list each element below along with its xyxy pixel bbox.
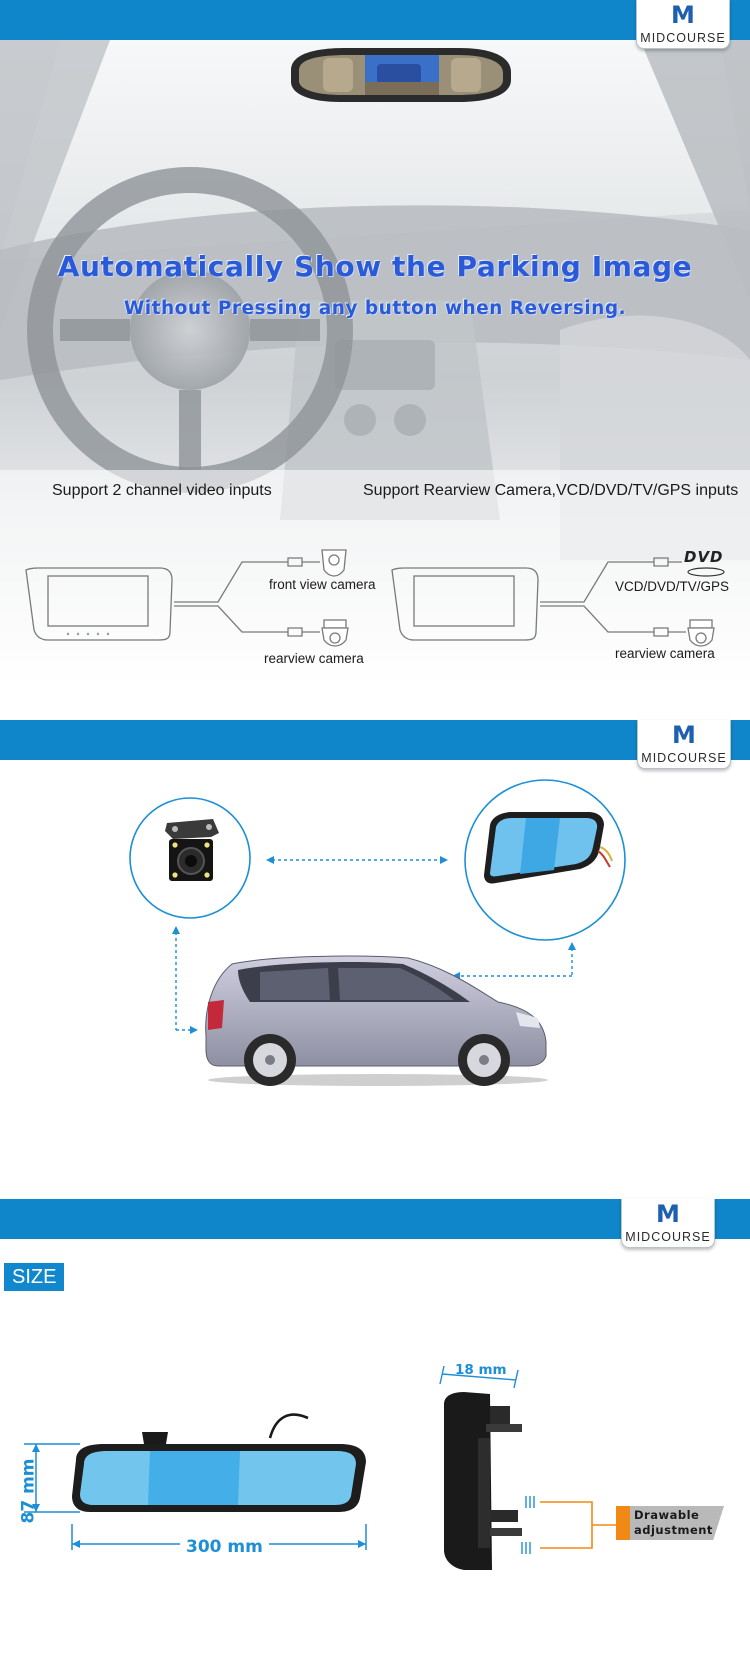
rear-camera-label-right: rearview camera [615,646,715,661]
subheadline: Without Pressing any button when Reversing. [123,298,627,319]
width-dimension: 300 mm [180,1537,269,1557]
brand-logo-bottom [621,1199,715,1248]
brand-logo-middle [637,720,731,769]
camera-icon [322,550,346,576]
camera-icon [688,620,714,646]
logo-text: MIDCOURSE [641,751,727,765]
right-inputs-title: Support Rearview Camera,VCD/DVD/TV/GPS inputs [363,482,739,499]
headline: Automatically Show the Parking Image [57,250,693,283]
logo-m-icon: M [672,721,696,749]
brand-logo-top [636,0,730,49]
mirror-icon [444,1392,522,1570]
drawable-label-accent [616,1506,630,1540]
mirror-side-view [430,1360,630,1590]
dvd-logo: DVD [684,548,724,566]
dvd-icon [688,568,724,576]
front-camera-label: front view camera [269,577,376,592]
logo-text: MIDCOURSE [625,1230,711,1244]
mirror-icon [285,44,515,108]
mirror-icon [72,1415,366,1512]
logo-m-icon: M [656,1200,680,1228]
height-dimension: 87 mm [18,1458,39,1524]
drawable-adjustment-label: Drawable adjustment [634,1508,713,1537]
left-inputs-title: Support 2 channel video inputs [52,482,272,499]
logo-m-icon: M [671,1,695,29]
car-icon [198,950,558,1090]
mirror-front-view [20,1380,400,1560]
size-tag: SIZE [4,1263,64,1291]
rear-camera-label-left: rearview camera [264,651,364,666]
camera-icon [322,620,348,646]
depth-dimension: 18 mm [455,1362,507,1378]
media-label: VCD/DVD/TV/GPS [615,579,730,594]
logo-text: MIDCOURSE [640,31,726,45]
